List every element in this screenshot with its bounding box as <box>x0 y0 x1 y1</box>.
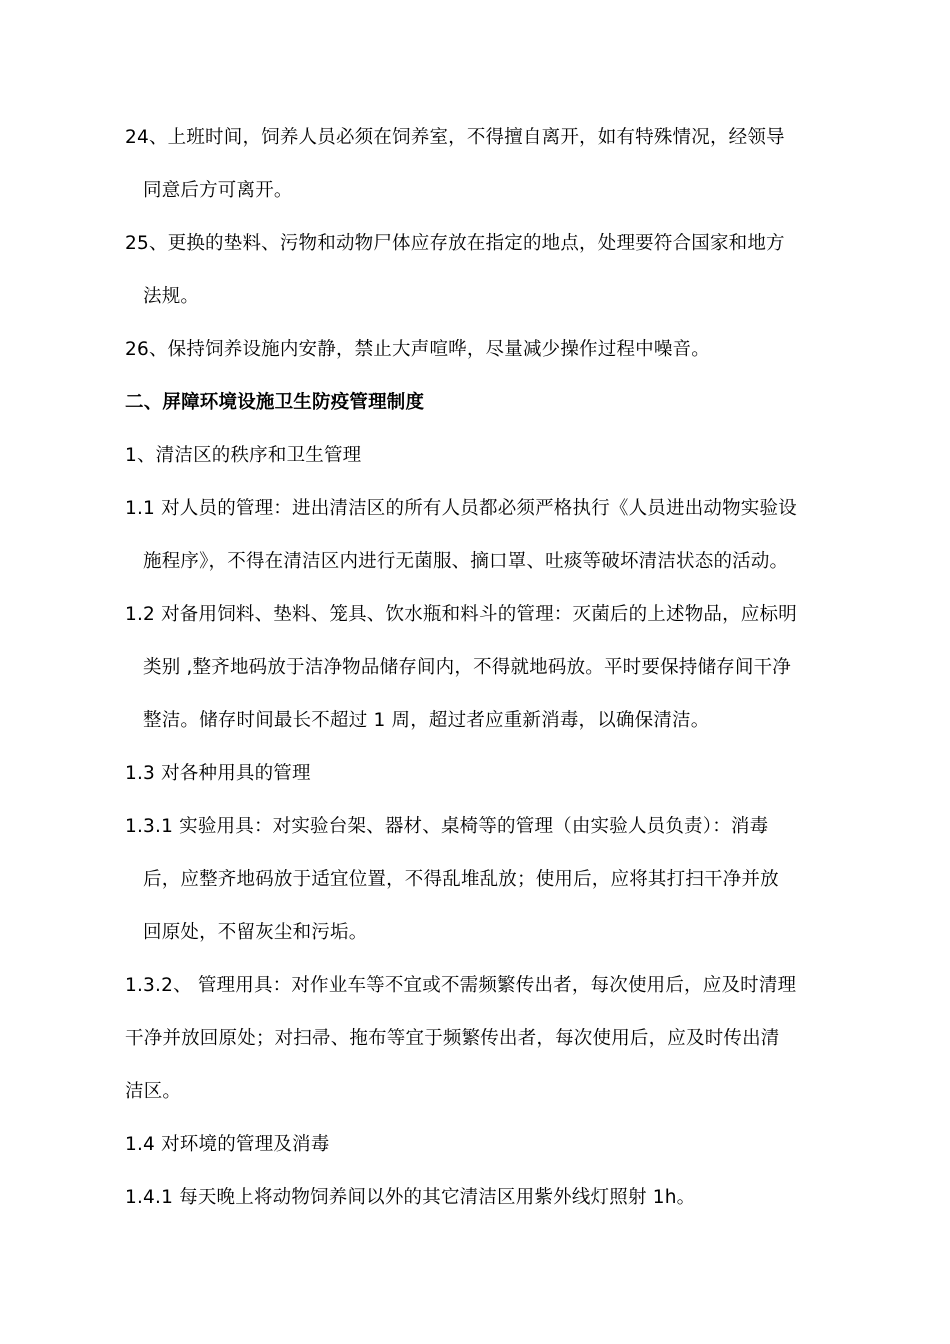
item-24-line-2: 同意后方可离开。 <box>143 180 293 201</box>
item-1-2-line-1: 1.2 对备用饲料、垫料、笼具、饮水瓶和料斗的管理：灭菌后的上述物品，应标明 <box>125 604 797 625</box>
item-1-2-line-2: 类别 ,整齐地码放于洁净物品储存间内，不得就地码放。平时要保持储存间干净 <box>143 657 791 678</box>
item-1-3-2-line-3: 洁区。 <box>125 1081 182 1102</box>
item-1-3-1-line-1: 1.3.1 实验用具：对实验台架、器材、桌椅等的管理（由实验人员负责）：消毒 <box>125 816 769 837</box>
item-25-line-1: 25、更换的垫料、污物和动物尸体应存放在指定的地点，处理要符合国家和地方 <box>125 233 785 254</box>
item-26-line-1: 26、保持饲养设施内安静，禁止大声喧哗，尽量减少操作过程中噪音。 <box>125 339 710 360</box>
item-1-3-2-line-2: 干净并放回原处；对扫帚、拖布等宜于频繁传出者，每次使用后，应及时传出清 <box>125 1028 780 1049</box>
item-1-3-heading: 1.3 对各种用具的管理 <box>125 763 311 784</box>
item-1-1-line-2: 施程序》，不得在清洁区内进行无菌服、摘口罩、吐痰等破坏清洁状态的活动。 <box>143 551 789 572</box>
item-1-4-heading: 1.4 对环境的管理及消毒 <box>125 1134 330 1155</box>
item-1-3-1-line-3: 回原处，不留灰尘和污垢。 <box>143 922 368 943</box>
item-1-2-line-3: 整洁。储存时间最长不超过 1 周，超过者应重新消毒，以确保清洁。 <box>143 710 710 731</box>
subsection-1-heading: 1、清洁区的秩序和卫生管理 <box>125 445 362 466</box>
item-1-3-1-line-2: 后，应整齐地码放于适宜位置，不得乱堆乱放；使用后，应将其打扫干净并放 <box>143 869 779 890</box>
item-24-line-1: 24、上班时间，饲养人员必须在饲养室，不得擅自离开，如有特殊情况，经领导 <box>125 127 785 148</box>
section-heading: 二、屏障环境设施卫生防疫管理制度 <box>125 392 425 413</box>
item-1-3-2-line-1: 1.3.2、 管理用具：对作业车等不宜或不需频繁传出者，每次使用后，应及时清理 <box>125 975 797 996</box>
item-25-line-2: 法规。 <box>143 286 200 307</box>
item-1-4-1-line-1: 1.4.1 每天晚上将动物饲养间以外的其它清洁区用紫外线灯照射 1h。 <box>125 1187 696 1208</box>
item-1-1-line-1: 1.1 对人员的管理：进出清洁区的所有人员都必须严格执行《人员进出动物实验设 <box>125 498 797 519</box>
